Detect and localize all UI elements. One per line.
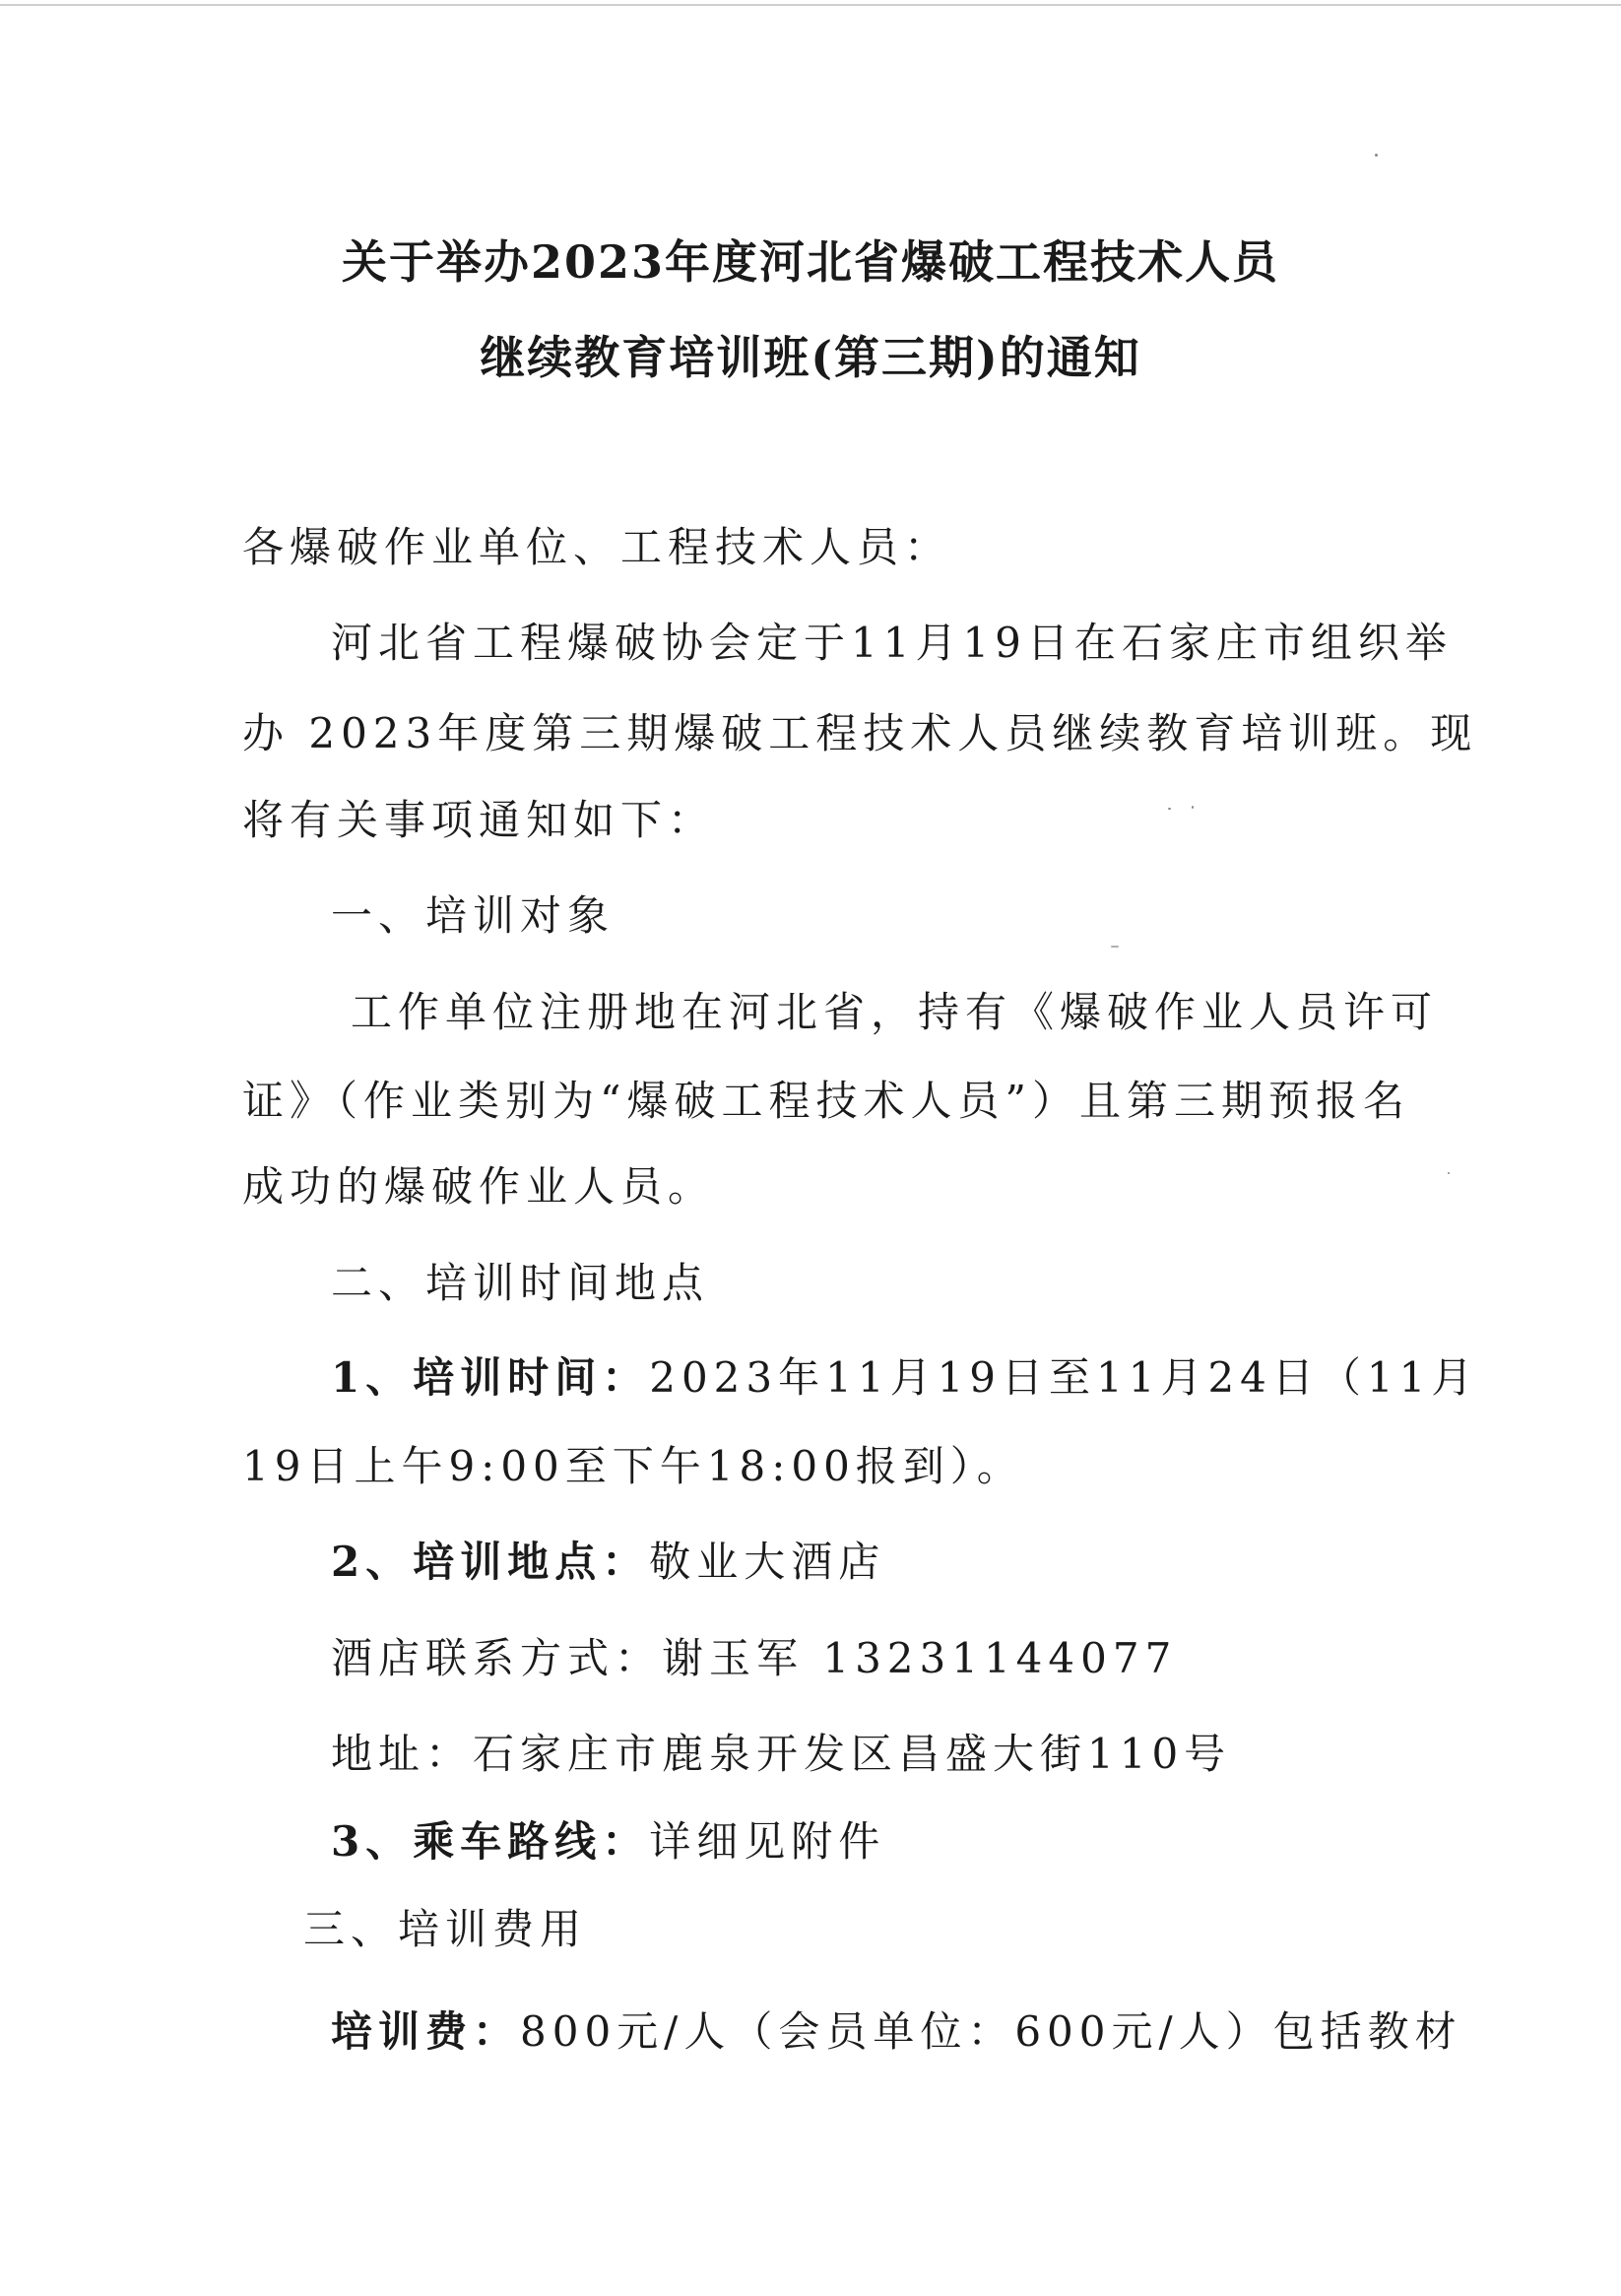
hotel-address: 地址：石家庄市鹿泉开发区昌盛大街110号	[331, 1730, 1232, 1778]
route-label: 3、乘车路线：	[331, 1817, 650, 1866]
training-place-label: 2、培训地点：	[331, 1538, 650, 1586]
fee-label: 培训费：	[331, 2007, 521, 2056]
intro-line-1: 河北省工程爆破协会定于11月19日在石家庄市组织举	[331, 619, 1453, 667]
title-line-1: 关于举办2023年度河北省爆破工程技术人员	[341, 235, 1280, 289]
hotel-contact: 酒店联系方式：谢玉军 13231144077	[331, 1634, 1178, 1682]
scan-speck	[1111, 946, 1119, 948]
title-line-2: 继续教育培训班(第三期)的通知	[480, 331, 1141, 384]
fee-value: 800元/人（会员单位：600元/人）包括教材	[520, 2007, 1462, 2056]
intro-line-3: 将有关事项通知如下：	[242, 796, 716, 844]
training-time-label: 1、培训时间：	[331, 1353, 650, 1402]
scan-speck	[1448, 1172, 1450, 1174]
route-value: 详细见附件	[649, 1817, 886, 1866]
training-place-value: 敬业大酒店	[649, 1538, 886, 1586]
section-1-heading: 一、培训对象	[331, 891, 616, 940]
training-time-line-1	[331, 1345, 1478, 1405]
scan-top-edge	[0, 4, 1621, 6]
scan-speck	[1192, 806, 1194, 809]
training-time-line-2: 19日上午9:00至下午18:00报到）。	[242, 1442, 1024, 1490]
route-line	[331, 1809, 885, 1869]
scan-speck	[1375, 154, 1378, 157]
section-1-line-2: 证》（作业类别为“爆破工程技术人员”）且第三期预报名	[242, 1077, 1410, 1125]
salutation: 各爆破作业单位、工程技术人员：	[242, 523, 952, 571]
section-1-line-3: 成功的爆破作业人员。	[242, 1162, 716, 1211]
training-time-value: 2023年11月19日至11月24日（11月	[649, 1353, 1479, 1402]
training-place-line	[331, 1530, 885, 1589]
section-2-heading: 二、培训时间地点	[331, 1259, 710, 1307]
intro-line-2: 办 2023年度第三期爆破工程技术人员继续教育培训班。现	[242, 709, 1478, 757]
fee-line	[331, 2000, 1462, 2059]
section-1-line-1: 工作单位注册地在河北省，持有《爆破作业人员许可	[351, 988, 1439, 1036]
scan-speck	[1168, 808, 1171, 810]
section-3-heading: 三、培训费用	[303, 1905, 588, 1953]
